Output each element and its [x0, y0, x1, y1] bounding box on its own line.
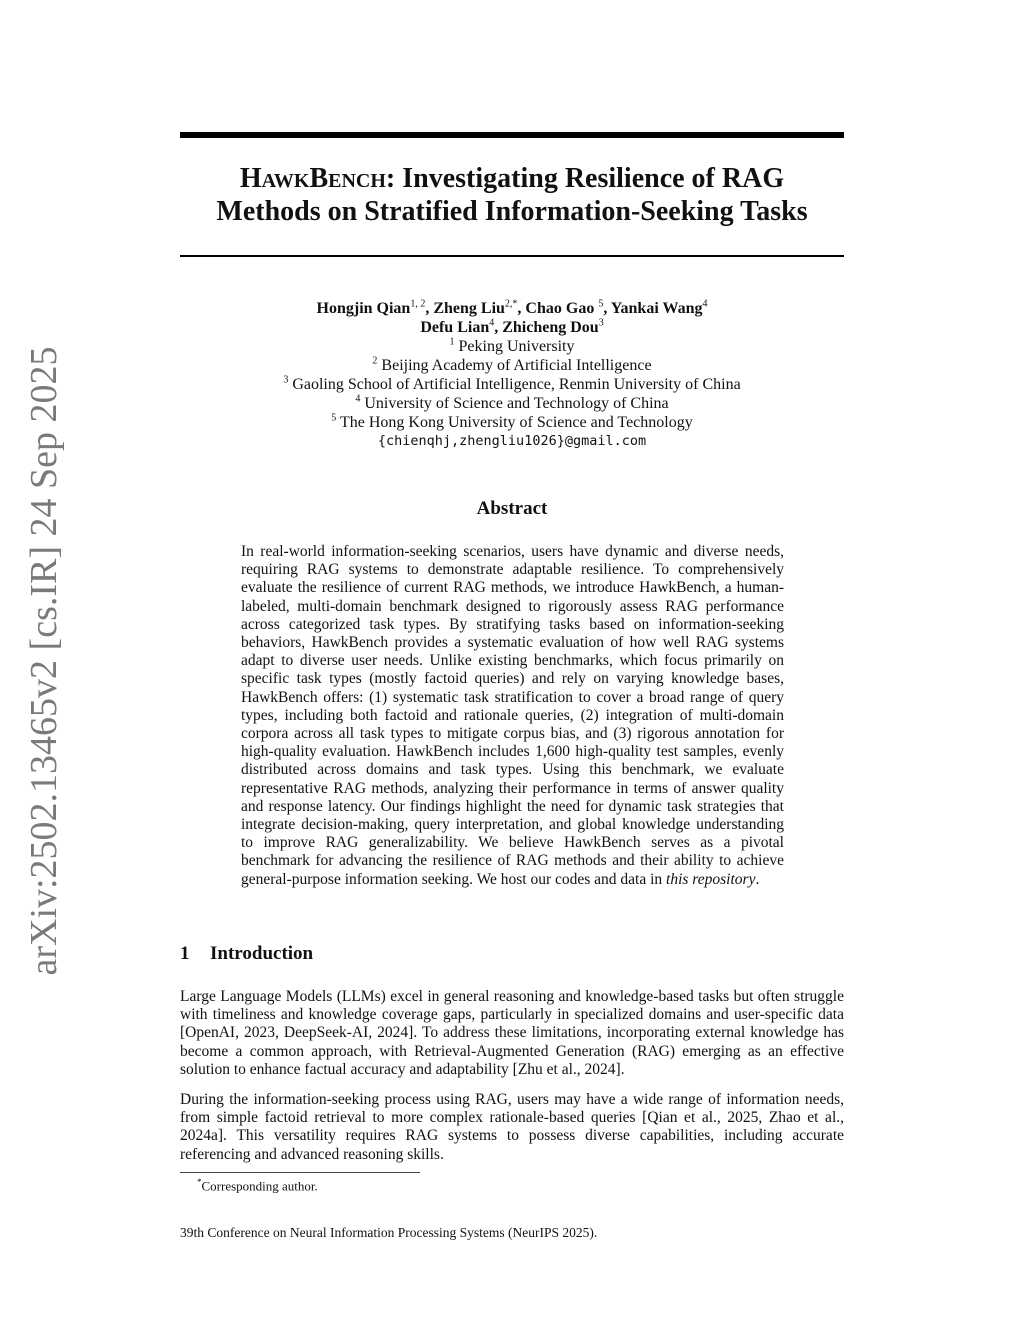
benchmark-name: HawkBench [239, 163, 386, 194]
section-number: 1 [180, 943, 190, 964]
intro-paragraph-1: Large Language Models (LLMs) excel in general reasoning and knowledge-based tasks but often struggle with timeliness and knowledge coverage gaps, particularly in specialized domains and user-specific data [OpenAI, 2023, DeepSeek-AI, 2024]. To address these limitations, incorporating external knowledge has become a common approach, with Retrieval-Augmented Generation (RAG) emerging as an effective solution to enhance factual accuracy and adaptability [Zhu et al., 2024]. [180, 988, 844, 1078]
author-affil: 2,* [504, 298, 518, 310]
title-bottom-rule [180, 255, 844, 257]
author-name: Chao Gao [525, 300, 595, 317]
section-title: Introduction [210, 943, 314, 964]
arxiv-stamp: arXiv:2502.13465v2 [cs.IR] 24 Sep 2025 [23, 346, 65, 976]
author-line-1: Hongjin Qian$^{1, 2}$, Zheng Liu$^{2,*}$, Chao Gao $^5$, Yankai Wang$^4$ [316, 298, 708, 317]
author-block [180, 299, 844, 451]
footnote-rule [180, 1172, 420, 1173]
author-affil: 5 [598, 298, 604, 310]
footnote-text: Corresponding author. [201, 1178, 318, 1194]
author-name: Hongjin Qian [316, 300, 411, 317]
author-name: Yankai Wang [610, 300, 703, 317]
author-affil: 3 [598, 317, 604, 329]
author-name: Zheng Liu [433, 300, 505, 317]
affiliation: $^2$ Beijing Academy of Artificial Intelligence [372, 355, 652, 374]
abstract-text: In real-world information-seeking scenarios, users have dynamic and diverse needs, requiring RAG systems to demonstrate adaptable resilience. To comprehensively evaluate the resilience of current RAG methods, we introduce HawkBench, a human-labeled, multi-domain benchmark designed to rigorously assess RAG performance across categorized task types. By stratifying tasks based on information-seeking behaviors, HawkBench provides a systematic evaluation of how well RAG systems adapt to diverse user needs. Unlike existing benchmarks, which focus primarily on specific task types (mostly factoid queries) and rely on varying knowledge bases, HawkBench offers: (1) systematic task stratification to cover a broad range of query types, including both factoid and rationale queries, (2) integration of multi-domain corpora across all task types to mitigate corpus bias, and (3) rigorous annotation for high-quality evaluation. HawkBench includes 1,600 high-quality test samples, evenly distributed across domains and task types. Using this benchmark, we evaluate representative RAG methods, analyzing their performance in terms of answer quality and response latency. Our findings highlight the need for dynamic task strategies that integrate decision-making, query interpretation, and global knowledge understanding to improve RAG generalizability. We believe HawkBench serves as a pivotal benchmark for advancing the resilience of RAG methods and their ability to achieve general-purpose information seeking. We host our codes and data in [241, 543, 784, 888]
author-name: Defu Lian [420, 319, 490, 336]
contact-email: {chienqhj,zhengliu1026}@gmail.com [377, 433, 647, 449]
intro-paragraph-2: During the information-seeking process using RAG, users may have a wide range of information needs, from simple factoid retrieval to more complex rationale-based queries [Qian et al., 2025, Zhao et al., 2024a]. This versatility requires RAG systems to possess diverse capabilities, including accurate referencing and advanced reasoning skills. [180, 1091, 844, 1163]
repository-link[interactable]: this repository [666, 870, 756, 888]
venue-footer: 39th Conference on Neural Information Processing Systems (NeurIPS 2025). [180, 1225, 598, 1240]
author-affil: 1, 2 [410, 298, 426, 310]
abstract-heading: Abstract [476, 498, 548, 519]
footnote-mark: * [197, 1177, 202, 1187]
footnote [197, 1177, 318, 1194]
author-line-2: Defu Lian$^4$, Zhicheng Dou$^3$ [420, 317, 604, 336]
abstract-body: In real-world information-seeking scenarios, users have dynamic and diverse needs, requiring RAG systems to demonstrate adaptable resilience. To comprehensively evaluate the resilience of current RAG methods, we introduce HawkBench, a human-labeled, multi-domain benchmark designed to rigorously assess RAG performance across categorized task types. By stratifying tasks based on information-seeking behaviors, HawkBench provides a systematic evaluation of how well RAG systems adapt to diverse user needs. Unlike existing benchmarks, which focus primarily on specific task types (mostly factoid queries) and rely on varying knowledge bases, HawkBench offers: (1) systematic task stratification to cover a broad range of query types, including both factoid and rationale queries, (2) integration of multi-domain corpora across all task types to mitigate corpus bias, and (3) rigorous annotation for high-quality evaluation. HawkBench includes 1,600 high-quality test samples, evenly distributed across domains and task types. Using this benchmark, we evaluate representative RAG methods, analyzing their performance in terms of answer quality and response latency. Our findings highlight the need for dynamic task strategies that integrate decision-making, query interpretation, and global knowledge understanding to improve RAG generalizability. We believe HawkBench serves as a pivotal benchmark for advancing the resilience of RAG methods and their ability to achieve general-purpose information seeking. We host our codes and data in this repository. [241, 543, 784, 888]
affiliation: $^3$ Gaoling School of Artificial Intelligence, Renmin University of China [283, 374, 741, 393]
affiliation: $^4$ University of Science and Technology of China [355, 393, 669, 412]
author-affil: 4 [702, 298, 708, 310]
section-heading-introduction [180, 943, 313, 965]
author-name: Zhicheng Dou [502, 319, 599, 336]
affiliation: $^5$ The Hong Kong University of Science and Technology [331, 412, 693, 431]
author-affil: 4 [489, 317, 495, 329]
title-top-rule [180, 132, 844, 138]
title-line1: : Investigating Resilience of RAG [385, 163, 785, 194]
affiliation: $^1$ Peking University [449, 336, 575, 355]
paper-title [180, 162, 844, 228]
title-line2: Methods on Stratified Information-Seeking Tasks [216, 196, 808, 227]
